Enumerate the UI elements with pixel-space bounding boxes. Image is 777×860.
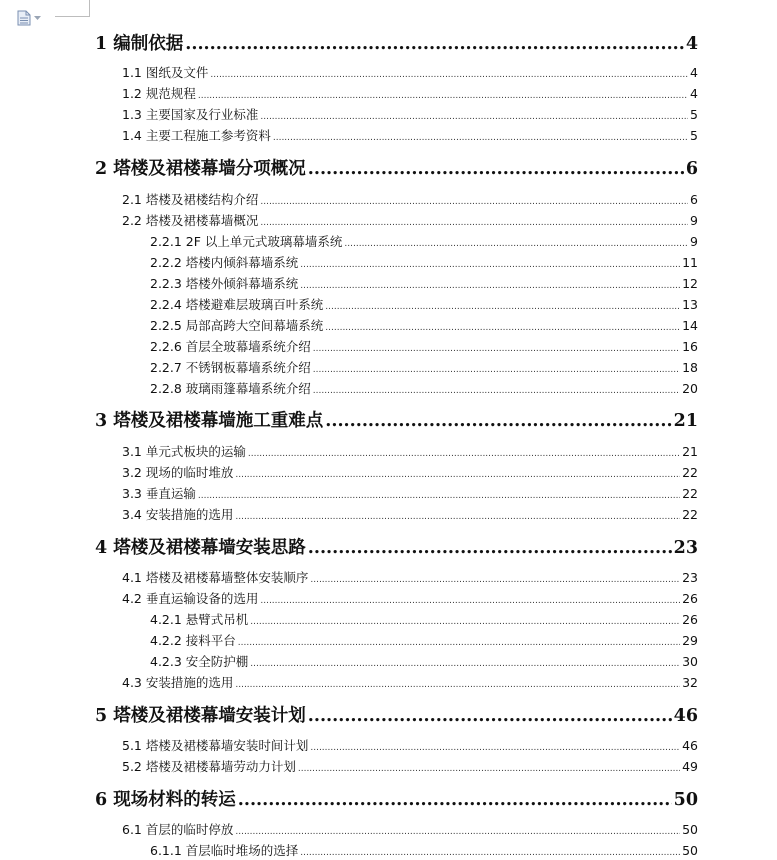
toc-entry-page-number: 22 [682,465,698,480]
toc-entry-title: 2.2 塔楼及裙楼幕墙概况 [122,213,259,228]
toc-entry-title: 6.1 首层的临时停放 [122,822,234,837]
toc-entry-title: 3.2 现场的临时堆放 [122,465,234,480]
toc-entry-page-number: 26 [682,612,698,627]
toc-heading-entry[interactable] [95,407,698,433]
toc-entry-title: 5.1 塔楼及裙楼幕墙安装时间计划 [122,738,309,753]
toc-entry-title: 1.4 主要工程施工参考资料 [122,128,271,143]
dot-leader [260,112,688,122]
toc-entry-title: 4.3 安装措施的选用 [122,675,234,690]
toc-entry-page-number: 21 [673,411,698,431]
toc-entry-page-number: 9 [690,213,698,228]
toc-entry-page-number: 50 [673,790,698,810]
toc-subsection-entry[interactable] [150,358,698,376]
dot-leader [300,281,680,291]
toc-section-entry[interactable] [122,442,698,460]
toc-entry-page-number: 49 [682,759,698,774]
toc-entry-page-number: 6 [690,192,698,207]
toc-entry-title: 2.1 塔楼及裙楼结构介绍 [122,192,259,207]
dot-leader [235,470,680,480]
toc-entry-title: 4.2.3 安全防护棚 [150,654,249,669]
toc-entry-title: 5.2 塔楼及裙楼幕墙劳动力计划 [122,759,296,774]
toc-entry-page-number: 30 [682,654,698,669]
toc-entry-page-number: 12 [682,276,698,291]
toc-entry-page-number: 6 [685,159,698,179]
dot-leader [310,575,680,585]
toc-entry-page-number: 22 [682,486,698,501]
toc-section-entry[interactable] [122,589,698,607]
toc-entry-title: 2.2.5 局部高跨大空间幕墙系统 [150,318,324,333]
dot-leader [198,491,680,501]
toc-entry-page-number: 46 [682,738,698,753]
dot-leader [300,848,680,858]
toc-entry-title: 6 现场材料的转运 [95,790,236,810]
toc-entry-title: 1.1 图纸及文件 [122,65,209,80]
toc-entry-title: 2.2.7 不锈钢板幕墙系统介绍 [150,360,311,375]
toc-entry-page-number: 14 [682,318,698,333]
toc-section-entry[interactable] [122,84,698,102]
toc-entry-page-number: 29 [682,633,698,648]
toc-section-entry[interactable] [122,505,698,523]
toc-entry-page-number: 13 [682,297,698,312]
toc-entry-title: 2.2.8 玻璃雨篷幕墙系统介绍 [150,381,311,396]
toc-subsection-entry[interactable] [150,274,698,292]
toc-subsection-entry[interactable] [150,295,698,313]
toc-section-entry[interactable] [122,463,698,481]
toc-entry-title: 1.2 规范规程 [122,86,196,101]
toc-entry-page-number: 5 [690,128,698,143]
dot-leader [235,827,680,837]
chevron-down-icon [34,16,41,21]
toc-entry-title: 2.2.4 塔楼避难层玻璃百叶系统 [150,297,324,312]
toc-entry-page-number: 4 [690,86,698,101]
toc-entry-page-number: 9 [690,234,698,249]
toc-entry-title: 2.2.1 2F 以上单元式玻璃幕墙系统 [150,234,343,249]
dot-leader [235,512,680,522]
dot-leader [313,344,680,354]
toc-entry-title: 4 塔楼及裙楼幕墙安装思路 [95,538,306,558]
toc-entry-title: 3.1 单元式板块的运输 [122,444,246,459]
toc-section-entry[interactable] [122,105,698,123]
document-icon[interactable] [17,9,47,27]
toc-heading-entry[interactable] [95,155,698,181]
dot-leader [248,449,680,459]
dot-leader [185,34,684,54]
dot-leader [313,365,680,375]
toc-entry-page-number: 4 [690,65,698,80]
dot-leader [210,70,688,80]
dot-leader [298,764,680,774]
toc-heading-entry[interactable] [95,534,698,560]
toc-subsection-entry[interactable] [150,631,698,649]
dot-leader [250,659,680,669]
toc-heading-entry[interactable] [95,30,698,56]
dot-leader [260,218,688,228]
dot-leader [325,323,680,333]
dot-leader [238,790,672,810]
dot-leader [250,617,680,627]
toc-entry-title: 4.2.2 接料平台 [150,633,236,648]
toc-section-entry[interactable] [122,190,698,208]
dot-leader [300,260,680,270]
toc-entry-title: 2.2.3 塔楼外倾斜幕墙系统 [150,276,299,291]
toc-subsection-entry[interactable] [150,337,698,355]
dot-leader [273,133,688,143]
dot-leader [313,386,680,396]
toc-entry-title: 3.4 安装措施的选用 [122,507,234,522]
toc-subsection-entry[interactable] [150,232,698,250]
toc-entry-page-number: 50 [682,843,698,858]
toc-entry-title: 3.3 垂直运输 [122,486,196,501]
toc-section-entry[interactable] [122,736,698,754]
toc-subsection-entry[interactable] [150,841,698,859]
dot-leader [260,596,680,606]
dot-leader [235,680,680,690]
dot-leader [344,239,688,249]
toc-entry-page-number: 21 [682,444,698,459]
dot-leader [308,538,672,558]
toc-section-entry[interactable] [122,126,698,144]
dot-leader [325,411,671,431]
toc-entry-page-number: 20 [682,381,698,396]
toc-heading-entry[interactable] [95,702,698,728]
toc-section-entry[interactable] [122,757,698,775]
toc-entry-page-number: 16 [682,339,698,354]
toc-section-entry[interactable] [122,820,698,838]
toc-entry-page-number: 18 [682,360,698,375]
toc-entry-page-number: 5 [690,107,698,122]
toc-heading-entry[interactable] [95,786,698,812]
dot-leader [238,638,680,648]
toc-entry-page-number: 23 [682,570,698,585]
toc-entry-title: 4.2 垂直运输设备的选用 [122,591,259,606]
toc-section-entry[interactable] [122,568,698,586]
toc-section-entry[interactable] [122,673,698,691]
page-margin-marker [55,0,90,17]
toc-section-entry[interactable] [122,211,698,229]
toc-entry-page-number: 22 [682,507,698,522]
toc-entry-title: 1 编制依据 [95,34,184,54]
page-icon [17,10,31,26]
toc-subsection-entry[interactable] [150,253,698,271]
toc-entry-page-number: 4 [685,34,698,54]
toc-entry-title: 4.2.1 悬臂式吊机 [150,612,249,627]
toc-entry-title: 4.1 塔楼及裙楼幕墙整体安装顺序 [122,570,309,585]
toc-entry-title: 1.3 主要国家及行业标准 [122,107,259,122]
dot-leader [260,197,688,207]
toc-entry-page-number: 26 [682,591,698,606]
toc-subsection-entry[interactable] [150,316,698,334]
dot-leader [325,302,680,312]
toc-entry-title: 2.2.6 首层全玻幕墙系统介绍 [150,339,311,354]
toc-entry-page-number: 32 [682,675,698,690]
toc-entry-title: 2.2.2 塔楼内倾斜幕墙系统 [150,255,299,270]
toc-entry-title: 3 塔楼及裙楼幕墙施工重难点 [95,411,324,431]
dot-leader [308,706,672,726]
toc-entry-page-number: 46 [673,706,698,726]
toc-subsection-entry[interactable] [150,379,698,397]
toc-subsection-entry[interactable] [150,610,698,628]
dot-leader [308,159,684,179]
toc-entry-page-number: 11 [682,255,698,270]
toc-entry-title: 5 塔楼及裙楼幕墙安装计划 [95,706,306,726]
toc-entry-page-number: 23 [673,538,698,558]
dot-leader [198,91,688,101]
toc-subsection-entry[interactable] [150,652,698,670]
toc-entry-title: 6.1.1 首层临时堆场的选择 [150,843,299,858]
toc-entry-page-number: 50 [682,822,698,837]
toc-entry-title: 2 塔楼及裙楼幕墙分项概况 [95,159,306,179]
dot-leader [310,743,680,753]
toc-section-entry[interactable] [122,63,698,81]
toc-section-entry[interactable] [122,484,698,502]
